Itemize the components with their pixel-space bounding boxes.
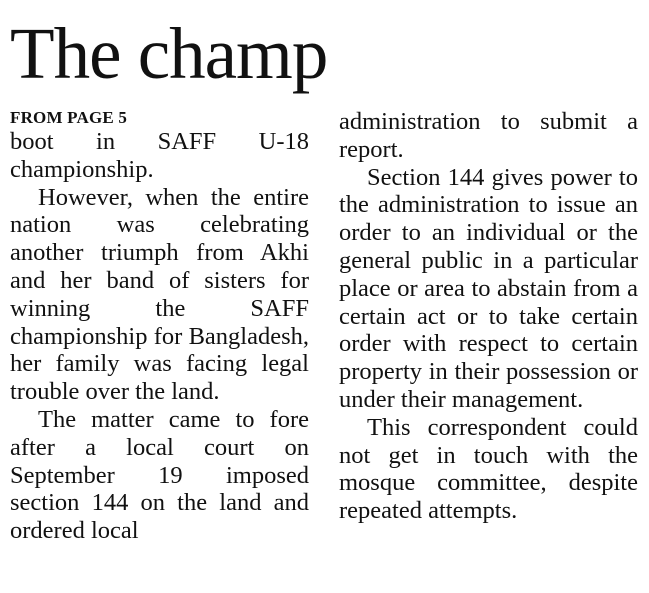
jump-line: FROM PAGE 5 <box>10 108 128 127</box>
article-paragraph: However, when the entire nation was celebrating another triumph from Akhi and her band of sisters for winning the SAFF championship for Bangladesh, her family was facing legal trouble over the land. <box>10 183 309 406</box>
article-paragraph: boot in SAFF U-18 championship. <box>10 128 309 183</box>
headline: The champ <box>10 13 328 94</box>
article-column-left <box>10 108 309 545</box>
article-paragraph: This correspondent could not get in touch with the mosque committee, despite repeated attempts. <box>339 413 638 525</box>
article-paragraph: administration to submit a report. <box>339 108 638 163</box>
article-column-right <box>339 108 638 525</box>
article-paragraph: The matter came to fore after a local court on September 19 imposed section 144 on the land and ordered local <box>10 405 309 545</box>
article-paragraph: Section 144 gives power to the administration to issue an order to an individual or the general public in a particular place or area to abstain from a certain act or to take certain order with respect to certain property in their possession or under their management. <box>339 163 638 413</box>
